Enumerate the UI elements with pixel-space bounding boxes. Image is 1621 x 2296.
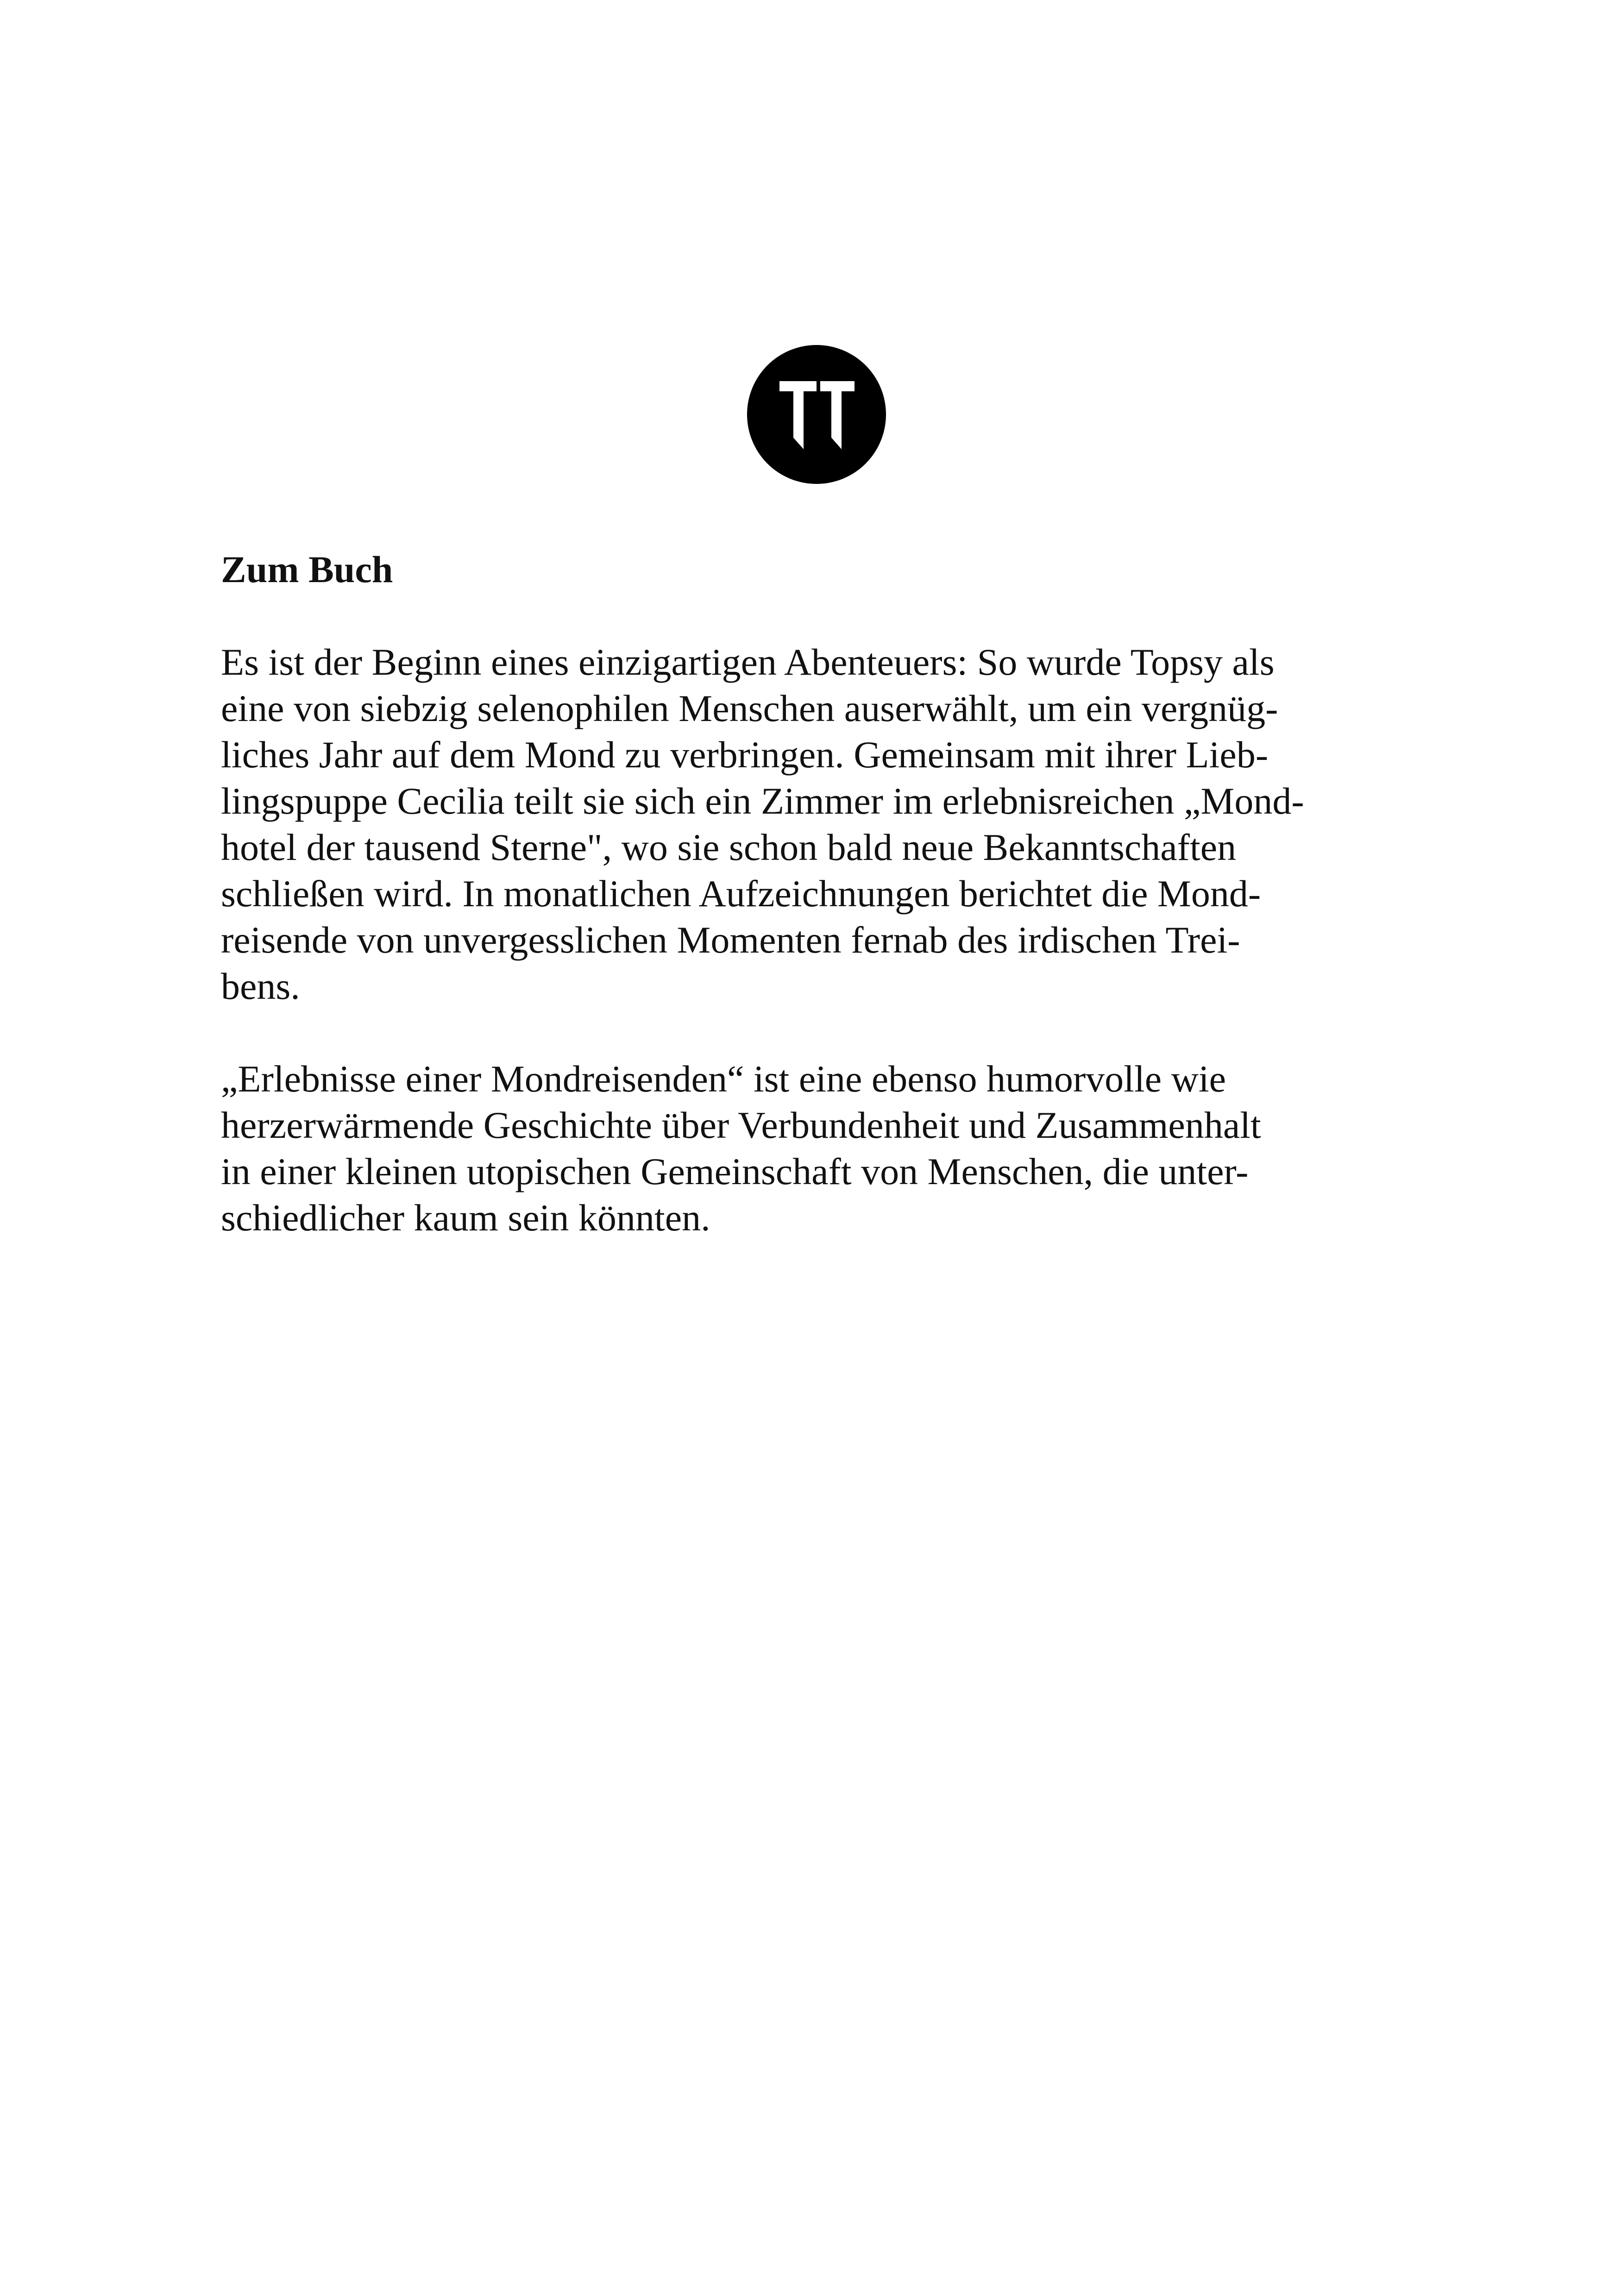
- paragraph-line: schiedlicher kaum sein könnten.: [221, 1197, 710, 1239]
- book-description: [221, 546, 1425, 1287]
- paragraph-line: in einer kleinen utopischen Gemeinschaft von Menschen, die unter-: [221, 1150, 1249, 1192]
- paragraph-line: hotel der tausend Sterne", wo sie schon bald neue Bekanntschaften: [221, 826, 1237, 868]
- paragraph-2: [221, 1056, 1425, 1241]
- paragraph-line: herzerwärmende Geschichte über Verbundenheit und Zusammenhalt: [221, 1104, 1261, 1146]
- paragraph-line: reisende von unvergesslichen Momenten fernab des irdischen Trei-: [221, 919, 1240, 961]
- paragraph-line: lingspuppe Cecilia teilt sie sich ein Zimmer im erlebnisreichen „Mond-: [221, 780, 1304, 822]
- paragraph-line: Es ist der Beginn eines einzigartigen Abenteuers: So wurde Topsy als: [221, 641, 1275, 683]
- publisher-logo-icon: [747, 345, 886, 484]
- paragraph-line: „Erlebnisse einer Mondreisenden“ ist eine ebenso humorvolle wie: [221, 1058, 1226, 1100]
- paragraph-line: liches Jahr auf dem Mond zu verbringen. Gemeinsam mit ihrer Lieb-: [221, 734, 1269, 776]
- paragraph-1: [221, 639, 1425, 1010]
- paragraph-line: schließen wird. In monatlichen Aufzeichnungen berichtet die Mond-: [221, 872, 1261, 915]
- section-heading: Zum Buch: [221, 548, 393, 590]
- paragraph-line: eine von siebzig selenophilen Menschen auserwählt, um ein vergnüg-: [221, 687, 1278, 729]
- paragraph-line: bens.: [221, 965, 300, 1007]
